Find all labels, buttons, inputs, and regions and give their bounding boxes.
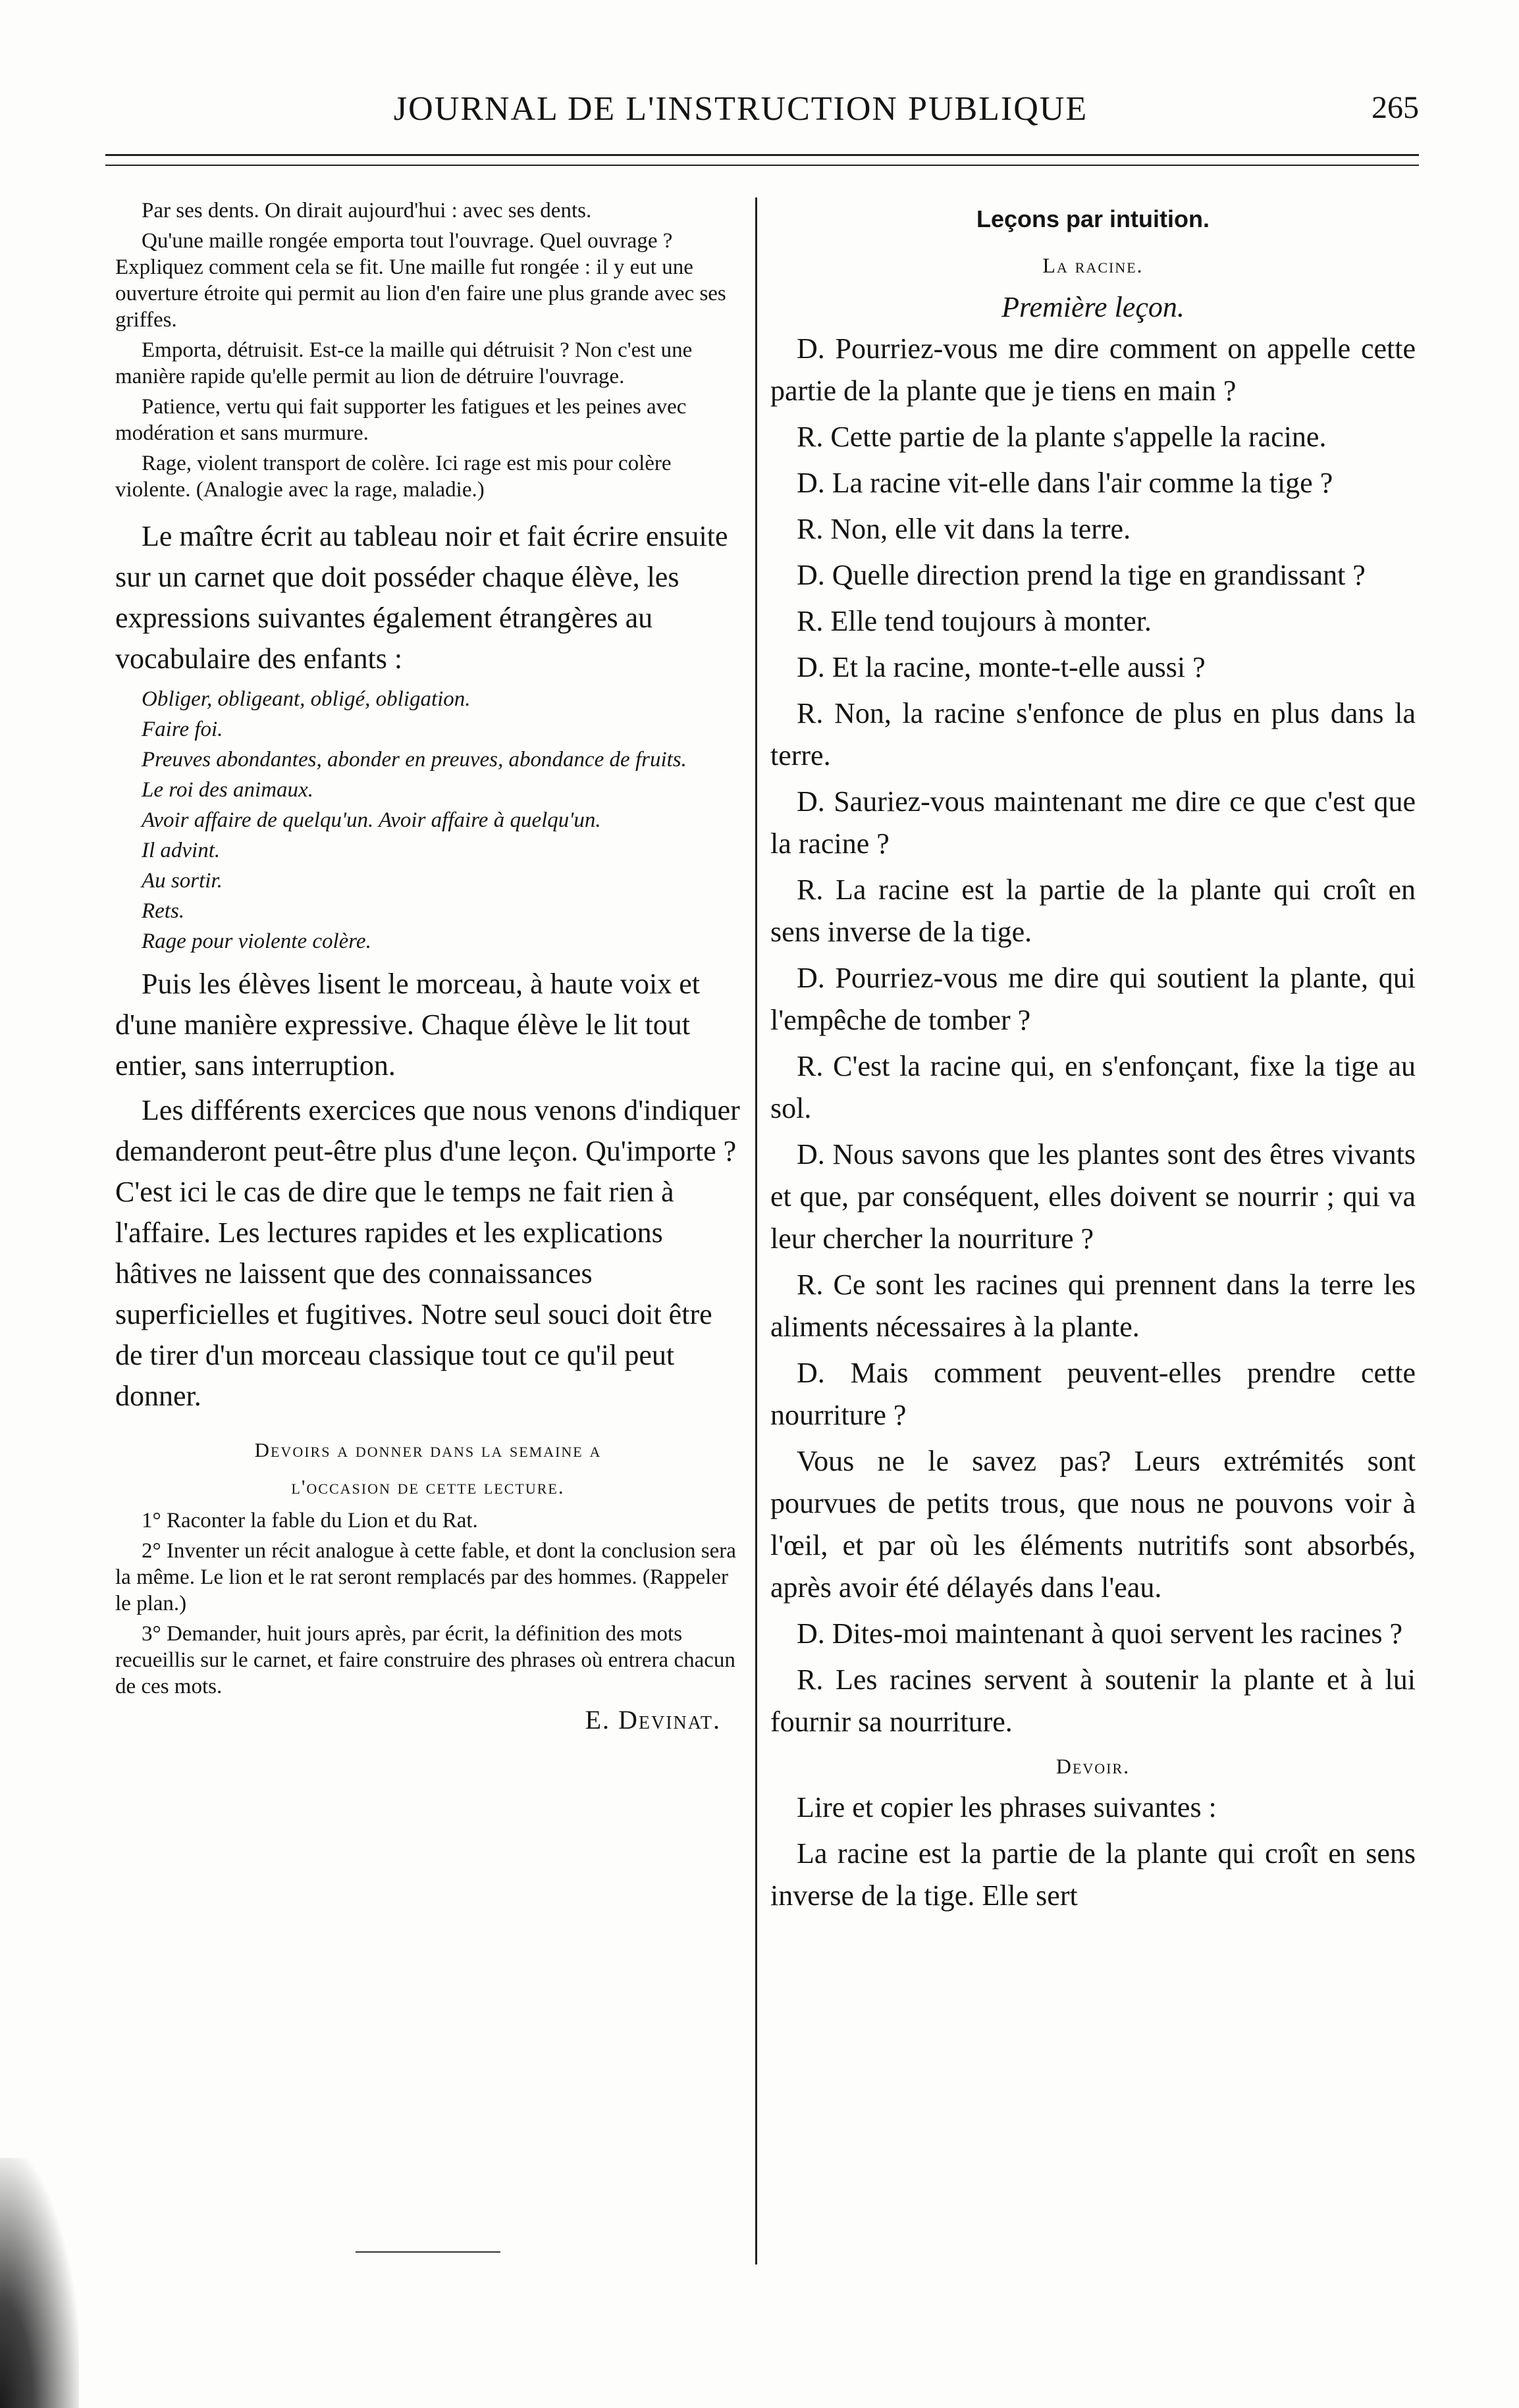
expression: Obliger, obligeant, obligé, obligation. (142, 687, 471, 711)
note: Patience, vertu qui fait supporter les fatigues et les peines avec modération et sans murmure. (115, 395, 687, 445)
devoir-heading: Devoir. (1055, 1754, 1131, 1778)
dialogue-line: D. Pourriez-vous me dire qui soutient la plante, qui l'empêche de tomber ? (770, 962, 1416, 1036)
expression: Rets. (142, 899, 185, 923)
running-title: JOURNAL DE L'INSTRUCTION PUBLIQUE (393, 90, 1088, 128)
note: Qu'une maille rongée emporta tout l'ouvrage. Quel ouvrage ? Expliquez comment cela se fit. Une maille fut rongée : il y eut une ouverture étroite qui permit au lion d'en faire une plus grande avec ses griffes. (115, 229, 726, 332)
dialogue-line: D. La racine vit-elle dans l'air comme la tige ? (797, 467, 1333, 499)
expression: Le roi des animaux. (142, 778, 313, 802)
devoirs-list (115, 1507, 741, 1700)
dialogue (770, 328, 1416, 1743)
lesson-title: Première leçon. (1001, 291, 1185, 323)
dialogue-line: R. Ce sont les racines qui prennent dans la terre les aliments nécessaires à la plante. (770, 1269, 1416, 1343)
left-column (115, 197, 741, 1741)
page-header (102, 78, 1419, 144)
devoir-item: 1° Raconter la fable du Lion et du Rat. (142, 1509, 478, 1532)
dialogue-line: R. Les racines servent à soutenir la plante et à lui fournir sa nourriture. (770, 1663, 1416, 1738)
dialogue-line: D. Sauriez-vous maintenant me dire ce que c'est que la racine ? (770, 785, 1416, 860)
header-rule-top (105, 154, 1419, 156)
dialogue-line: D. Nous savons que les plantes sont des êtres vivants et que, par conséquent, elles doivent se nourrir ; qui va leur chercher la nourriture ? (770, 1138, 1416, 1255)
column-divider (755, 197, 757, 2264)
header-rule-bottom (105, 165, 1419, 166)
expression: Au sortir. (142, 869, 223, 893)
dialogue-line: R. C'est la racine qui, en s'enfonçant, fixe la tige au sol. (770, 1050, 1416, 1124)
notes-block (115, 197, 741, 503)
expression: Rage pour violente colère. (142, 929, 371, 953)
dialogue-line: R. Cette partie de la plante s'appelle la racine. (797, 421, 1327, 453)
expression: Faire foi. (142, 718, 223, 741)
dialogue-line: D. Quelle direction prend la tige en grandissant ? (797, 559, 1366, 591)
paragraph: Les différents exercices que nous venons d'indiquer demanderont peut-être plus d'une leçon. Qu'importe ? C'est ici le cas de dire que le temps ne fait rien à l'affaire. Les lectures rapides et les explications hâtives ne laissent que des connaissances superficielles et fugitives. Notre seul souci doit être de tirer d'un morceau classique tout ce qu'il peut donner. (115, 1094, 740, 1412)
devoirs-heading: Devoirs a donner dans la semaine a (254, 1438, 602, 1461)
dialogue-line: R. Non, elle vit dans la terre. (797, 513, 1131, 545)
paragraph: Le maître écrit au tableau noir et fait écrire ensuite sur un carnet que doit posséder chaque élève, les expressions suivantes également étrangères au vocabulaire des enfants : (115, 520, 728, 675)
signature: E. Devinat. (585, 1705, 721, 1735)
dialogue-line: Vous ne le savez pas? Leurs extrémités sont pourvues de petits trous, que nous ne pouvons voir à l'œil, et par où les éléments nutritifs sont absorbés, après avoir été délayés dans l'eau. (770, 1445, 1416, 1604)
closing-rule (356, 2251, 500, 2253)
section-title: Leçons par intuition. (976, 205, 1210, 232)
paragraph: Puis les élèves lisent le morceau, à haute voix et d'une manière expressive. Chaque élève le lit tout entier, sans interruption. (115, 968, 700, 1082)
dialogue-line: R. Non, la racine s'enfonce de plus en plus dans la terre. (770, 697, 1416, 772)
expression: Il advint. (142, 839, 221, 862)
note: Rage, violent transport de colère. Ici rage est mis pour colère violente. (Analogie avec la rage, maladie.) (115, 452, 672, 502)
right-column (770, 197, 1416, 1921)
devoirs-heading: l'occasion de cette lecture. (291, 1475, 565, 1498)
dialogue-line: D. Et la racine, monte-t-elle aussi ? (797, 651, 1206, 683)
section-subtitle: La racine. (1042, 253, 1144, 277)
devoir-item: 2° Inventer un récit analogue à cette fable, et dont la conclusion sera la même. Le lion et le rat seront remplacés par des hommes. (Rappeler le plan.) (115, 1539, 736, 1615)
dialogue-line: D. Mais comment peuvent-elles prendre cette nourriture ? (770, 1357, 1416, 1431)
devoir-item: 3° Demander, huit jours après, par écrit, la définition des mots recueillis sur le carnet, et faire construire des phrases où entrera chacun de ces mots. (115, 1622, 735, 1698)
expression: Preuves abondantes, abonder en preuves, abondance de fruits. (142, 748, 687, 772)
expression: Avoir affaire de quelqu'un. Avoir affaire à quelqu'un. (142, 808, 601, 832)
note: Emporta, détruisit. Est-ce la maille qui détruisit ? Non c'est une manière rapide qu'elle permit au lion de détruire l'ouvrage. (115, 338, 693, 388)
dialogue-line: R. Elle tend toujours à monter. (797, 605, 1152, 637)
devoir-intro: Lire et copier les phrases suivantes : (797, 1791, 1217, 1823)
dialogue-line: D. Dites-moi maintenant à quoi servent les racines ? (797, 1617, 1403, 1650)
expressions-list (115, 686, 741, 955)
note: Par ses dents. On dirait aujourd'hui : avec ses dents. (142, 199, 592, 222)
scan-edge-shadow (0, 2158, 79, 2408)
devoir-text: La racine est la partie de la plante qui croît en sens inverse de la tige. Elle sert (770, 1837, 1416, 1912)
dialogue-line: R. La racine est la partie de la plante qui croît en sens inverse de la tige. (770, 874, 1416, 948)
page-number: 265 (1372, 90, 1419, 125)
dialogue-line: D. Pourriez-vous me dire comment on appelle cette partie de la plante que je tiens en main ? (770, 332, 1416, 407)
